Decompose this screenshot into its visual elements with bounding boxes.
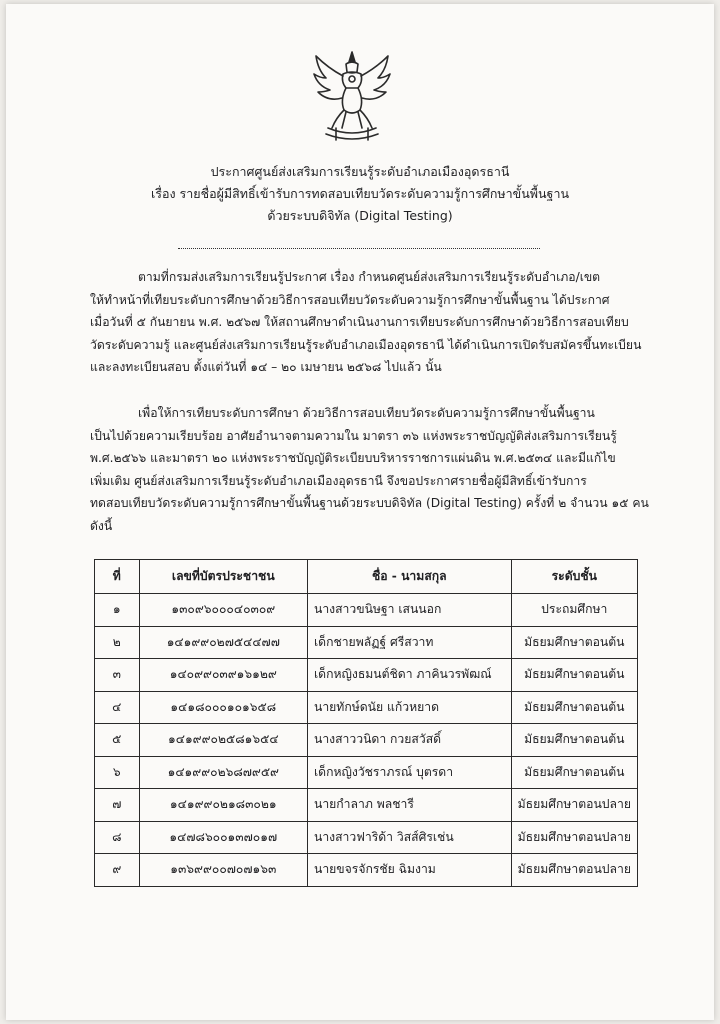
table-row	[95, 659, 638, 692]
table-row	[95, 594, 638, 627]
col-header-level: ระดับชั้น	[511, 560, 637, 594]
paragraph-line: และลงทะเบียนสอบ ตั้งแต่วันที่ ๑๔ – ๒๐ เมษายน ๒๕๖๘ ไปแล้ว นั้น	[90, 360, 442, 375]
cell-id: ๑๔๗๘๖๐๐๑๓๗๐๑๗	[139, 821, 307, 854]
cell-level: มัธยมศึกษาตอนต้น	[511, 724, 637, 757]
paragraph-1	[90, 266, 650, 379]
table-row	[95, 854, 638, 887]
table-row	[95, 691, 638, 724]
cell-no: ๘	[95, 821, 140, 854]
cell-level: มัธยมศึกษาตอนปลาย	[511, 789, 637, 822]
paragraph-line: พ.ศ.๒๕๖๖ และมาตรา ๒๐ แห่งพระราชบัญญัติระเบียบบริหารราชการแผ่นดิน พ.ศ.๒๕๓๔ และมีแก้ไข	[90, 451, 616, 466]
col-header-no: ที่	[95, 560, 140, 594]
cell-name: นางสาวขนิษฐา เสนนอก	[307, 594, 511, 627]
cell-id: ๑๔๑๙๙๐๒๕๘๑๖๕๔	[139, 724, 307, 757]
candidates-table	[94, 559, 638, 887]
cell-id: ๑๔๑๘๐๐๐๑๐๑๖๕๘	[139, 691, 307, 724]
cell-no: ๒	[95, 626, 140, 659]
cell-id: ๑๓๖๙๙๐๐๗๐๗๑๖๓	[139, 854, 307, 887]
paragraph-line: ตามที่กรมส่งเสริมการเรียนรู้ประกาศ เรื่อง กำหนดศูนย์ส่งเสริมการเรียนรู้ระดับอำเภอ/เขต	[138, 270, 601, 284]
cell-name: นางสาววนิดา กวยสวัสดิ์	[307, 724, 511, 757]
cell-no: ๙	[95, 854, 140, 887]
cell-level: มัธยมศึกษาตอนปลาย	[511, 854, 637, 887]
cell-level: ประถมศึกษา	[511, 594, 637, 627]
table-header-row	[95, 560, 638, 594]
paragraph-line: ให้ทำหน้าที่เทียบระดับการศึกษาด้วยวิธีการสอบเทียบวัดระดับความรู้การศึกษาขั้นพื้นฐาน ได้ประกาศ	[90, 292, 610, 307]
announcement-issuer: ประกาศศูนย์ส่งเสริมการเรียนรู้ระดับอำเภอเมืองอุดรธานี	[210, 164, 510, 179]
table-row	[95, 821, 638, 854]
cell-level: มัธยมศึกษาตอนปลาย	[511, 821, 637, 854]
cell-name: เด็กหญิงวัชราภรณ์ บุตรดา	[307, 756, 511, 789]
cell-name: เด็กชายพลัฏฐ์ ศรีสวาท	[307, 626, 511, 659]
paragraph-line: ดังนี้	[90, 518, 113, 533]
table-row	[95, 626, 638, 659]
col-header-id: เลขที่บัตรประชาชน	[139, 560, 307, 594]
document-page	[6, 4, 714, 1020]
paragraph-line: เพิ่มเติม ศูนย์ส่งเสริมการเรียนรู้ระดับอำเภอเมืองอุดรธานี จึงขอประกาศรายชื่อผู้มีสิทธิ์เข้ารับการ	[90, 473, 587, 488]
cell-id: ๑๔๑๙๙๐๒๖๘๗๙๕๙	[139, 756, 307, 789]
paragraph-line: เพื่อให้การเทียบระดับการศึกษา ด้วยวิธีการสอบเทียบวัดระดับความรู้การศึกษาขั้นพื้นฐาน	[138, 406, 595, 420]
dotted-divider	[178, 248, 540, 249]
cell-no: ๕	[95, 724, 140, 757]
table-row	[95, 789, 638, 822]
paragraph-line: เมื่อวันที่ ๕ กันยายน พ.ศ. ๒๕๖๗ ให้สถานศึกษาดำเนินงานการเทียบระดับการศึกษาด้วยวิธีการสอบเทียบ	[90, 315, 629, 330]
announcement-subject-cont: ด้วยระบบดิจิทัล (Digital Testing)	[267, 208, 453, 223]
cell-level: มัธยมศึกษาตอนต้น	[511, 691, 637, 724]
col-header-name: ชื่อ - นามสกุล	[307, 560, 511, 594]
garuda-emblem-icon	[306, 48, 398, 148]
cell-no: ๔	[95, 691, 140, 724]
cell-name: นายขจรจักรชัย ฉิมงาม	[307, 854, 511, 887]
cell-name: เด็กหญิงธมนต์ชิดา ภาคินวรพัฒณ์	[307, 659, 511, 692]
cell-id: ๑๔๑๙๙๐๒๗๕๔๔๗๗	[139, 626, 307, 659]
table-row	[95, 724, 638, 757]
paragraph-line: ทดสอบเทียบวัดระดับความรู้การศึกษาขั้นพื้นฐานด้วยระบบดิจิทัล (Digital Testing) ครั้งที่ ๒ จำนวน ๑๕ คน	[90, 496, 649, 511]
announcement-subject: เรื่อง รายชื่อผู้มีสิทธิ์เข้ารับการทดสอบเทียบวัดระดับความรู้การศึกษาขั้นพื้นฐาน	[150, 186, 570, 201]
cell-level: มัธยมศึกษาตอนต้น	[511, 756, 637, 789]
cell-level: มัธยมศึกษาตอนต้น	[511, 659, 637, 692]
paragraph-line: วัดระดับความรู้ และศูนย์ส่งเสริมการเรียนรู้ระดับอำเภอเมืองอุดรธานี ได้ดำเนินการเปิดรับสมัครขึ้นทะเบียน	[90, 337, 642, 352]
cell-level: มัธยมศึกษาตอนต้น	[511, 626, 637, 659]
cell-name: นางสาวฟาริด้า วิสส์ศิรเช่น	[307, 821, 511, 854]
cell-no: ๖	[95, 756, 140, 789]
cell-id: ๑๓๐๙๖๐๐๐๔๐๓๐๙	[139, 594, 307, 627]
cell-id: ๑๔๑๙๙๐๒๑๘๓๐๒๑	[139, 789, 307, 822]
cell-no: ๗	[95, 789, 140, 822]
cell-no: ๑	[95, 594, 140, 627]
cell-name: นายทักษ์ดนัย แก้วหยาด	[307, 691, 511, 724]
table-row	[95, 756, 638, 789]
paragraph-2	[90, 402, 650, 538]
cell-name: นายกำลาภ พลชารี	[307, 789, 511, 822]
announcement-header	[96, 161, 624, 227]
cell-no: ๓	[95, 659, 140, 692]
paragraph-line: เป็นไปด้วยความเรียบร้อย อาศัยอำนาจตามความใน มาตรา ๓๖ แห่งพระราชบัญญัติส่งเสริมการเรียนรู้	[90, 428, 617, 443]
cell-id: ๑๔๐๙๙๐๓๙๑๖๑๒๙	[139, 659, 307, 692]
